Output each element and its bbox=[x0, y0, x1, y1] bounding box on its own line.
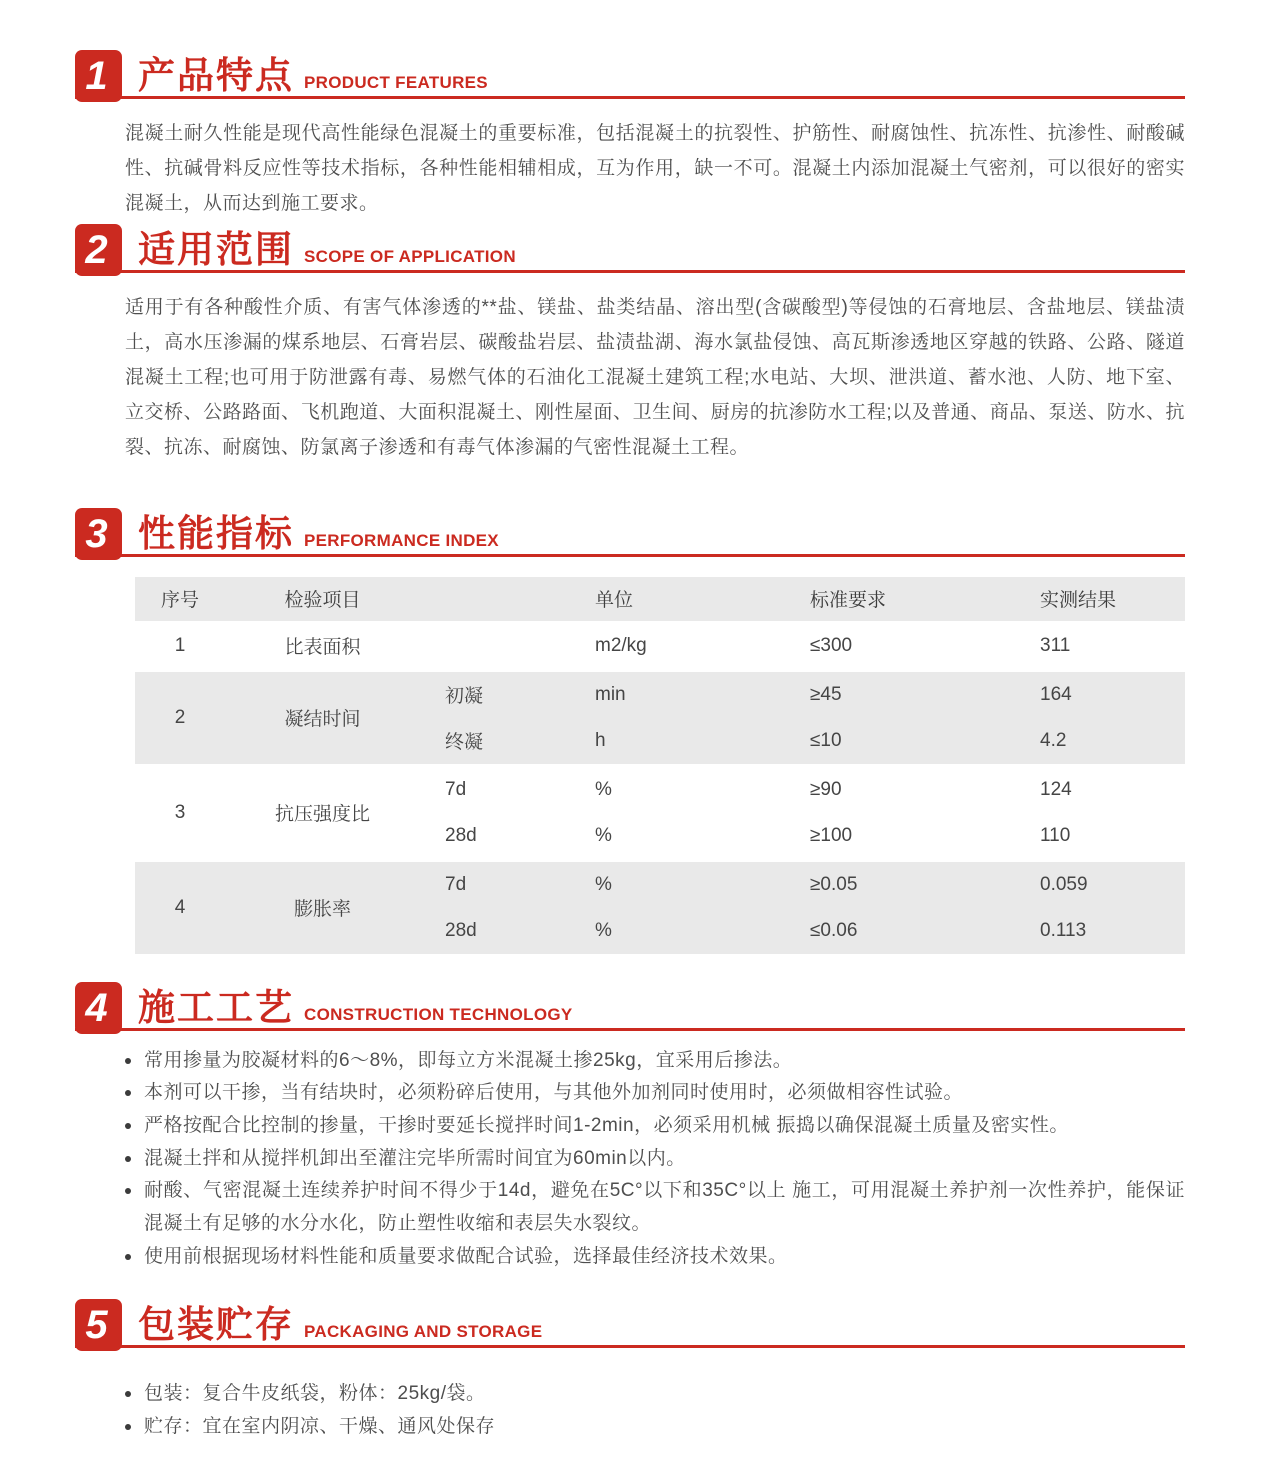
section-construction-technology bbox=[75, 982, 1185, 1274]
performance-table bbox=[135, 577, 1185, 954]
bullet-dot-icon bbox=[125, 1123, 131, 1129]
section-packaging-and-storage bbox=[75, 1299, 1185, 1443]
section-number-badge bbox=[75, 224, 122, 276]
section-number-badge bbox=[75, 508, 122, 560]
cell-result: 110 bbox=[1040, 824, 1071, 846]
bullet-dot-icon bbox=[125, 1254, 131, 1260]
cell-standard: ≤300 bbox=[810, 634, 853, 656]
bullet-item bbox=[125, 1110, 1185, 1143]
cell-unit: m2/kg bbox=[595, 634, 647, 656]
section-title-zh: 性能指标 bbox=[138, 512, 294, 554]
body-paragraph: 适用于有各种酸性介质、有害气体渗透的**盐、镁盐、盐类结晶、溶出型(含碳酸型)等侵蚀的石膏地层、含盐地层、镁盐渍土，高水压渗漏的煤系地层、石膏岩层、碳酸盐岩层、盐渍盐湖、海水氯盐侵蚀、高瓦斯渗透地区穿越的铁路、公路、隧道混凝土工程;也可用于防泄露有毒、易燃气体的石油化工混凝土建筑工程;水电站、大坝、泄洪道、蓄水池、人防、地下室、立交桥、公路路面、飞机跑道、大面积混凝土、刚性屋面、卫生间、厨房的抗渗防水工程;以及普通、商品、泵送、防水、抗裂、抗冻、耐腐蚀、防氯离子渗透和有毒气体渗漏的气密性混凝土工程。 bbox=[125, 296, 1185, 458]
section-title-en: CONSTRUCTION TECHNOLOGY bbox=[304, 1004, 573, 1024]
cell-item: 膨胀率 bbox=[293, 899, 351, 921]
bullet-dot-icon bbox=[125, 1090, 131, 1096]
bullet-item bbox=[125, 1378, 1185, 1411]
section-number-badge bbox=[75, 50, 122, 102]
table-header-no: 序号 bbox=[160, 590, 199, 612]
section-title-en: PRODUCT FEATURES bbox=[304, 73, 488, 92]
cell-result: 164 bbox=[1040, 683, 1072, 705]
table-header-standard: 标准要求 bbox=[810, 590, 887, 612]
cell-result: 0.059 bbox=[1040, 873, 1088, 895]
cell-no: 2 bbox=[174, 706, 186, 728]
section-header bbox=[75, 224, 1185, 273]
bullet-text: 常用掺量为胶凝材料的6～8%，即每立方米混凝土掺25kg，宜采用后掺法。 bbox=[144, 1049, 793, 1071]
section-header bbox=[75, 50, 1185, 99]
section-title-en: PACKAGING AND STORAGE bbox=[304, 1322, 543, 1342]
bullet-list bbox=[125, 1045, 1185, 1274]
bullet-text: 本剂可以干掺，当有结块时，必须粉碎后使用，与其他外加剂同时使用时，必须做相容性试验。 bbox=[144, 1082, 964, 1104]
cell-standard: ≥0.05 bbox=[810, 873, 858, 895]
bullet-item bbox=[125, 1143, 1185, 1176]
section-number: 1 bbox=[85, 54, 108, 98]
cell-no: 4 bbox=[174, 896, 186, 918]
section-title-en: SCOPE OF APPLICATION bbox=[304, 246, 516, 266]
section-header bbox=[75, 508, 1185, 557]
section-number: 5 bbox=[85, 1303, 108, 1348]
cell-sub: 初凝 bbox=[445, 686, 484, 708]
bullet-text: 包装：复合牛皮纸袋，粉体：25kg/袋。 bbox=[144, 1383, 486, 1405]
section-product-features bbox=[75, 50, 1185, 222]
bullet-dot-icon bbox=[125, 1156, 131, 1162]
cell-sub: 7d bbox=[445, 873, 467, 895]
cell-unit: min bbox=[595, 683, 626, 705]
cell-sub: 28d bbox=[445, 824, 477, 846]
bullet-text: 混凝土拌和从搅拌机卸出至灌注完毕所需时间宜为60min以内。 bbox=[144, 1147, 686, 1169]
cell-unit: % bbox=[595, 919, 612, 941]
bullet-item bbox=[125, 1241, 1185, 1274]
bullet-list bbox=[125, 1378, 1185, 1443]
cell-sub: 终凝 bbox=[445, 732, 484, 754]
section-title-en: PERFORMANCE INDEX bbox=[304, 530, 499, 550]
cell-unit: % bbox=[595, 778, 612, 800]
bullet-dot-icon bbox=[125, 1424, 131, 1430]
cell-unit: % bbox=[595, 873, 612, 895]
section-number: 3 bbox=[85, 511, 108, 556]
cell-result: 4.2 bbox=[1040, 729, 1067, 751]
cell-unit: % bbox=[595, 824, 612, 846]
section-title-zh: 包装贮存 bbox=[138, 1304, 294, 1346]
cell-standard: ≤0.06 bbox=[810, 919, 858, 941]
section-number: 4 bbox=[85, 985, 108, 1030]
cell-result: 124 bbox=[1040, 778, 1072, 800]
bullet-item bbox=[125, 1045, 1185, 1078]
bullet-item bbox=[125, 1175, 1185, 1240]
section-title-zh: 施工工艺 bbox=[138, 986, 294, 1028]
section-title-zh: 产品特点 bbox=[138, 55, 294, 96]
section-number-badge bbox=[75, 982, 122, 1034]
section-number: 2 bbox=[85, 227, 108, 272]
table-header-item: 检验项目 bbox=[284, 590, 361, 612]
cell-result: 311 bbox=[1040, 634, 1071, 656]
cell-no: 3 bbox=[174, 801, 186, 823]
cell-standard: ≥100 bbox=[810, 824, 853, 846]
table-header-result: 实测结果 bbox=[1040, 590, 1117, 612]
bullet-dot-icon bbox=[125, 1391, 131, 1397]
cell-no: 1 bbox=[174, 634, 186, 656]
cell-standard: ≥90 bbox=[810, 778, 842, 800]
bullet-item bbox=[125, 1411, 1185, 1444]
bullet-item bbox=[125, 1077, 1185, 1110]
bullet-dot-icon bbox=[125, 1188, 131, 1194]
cell-unit: h bbox=[595, 729, 606, 751]
cell-sub: 7d bbox=[445, 778, 467, 800]
cell-item: 抗压强度比 bbox=[274, 804, 370, 826]
cell-standard: ≤10 bbox=[810, 729, 842, 751]
table-row bbox=[135, 623, 1185, 669]
bullet-text: 使用前根据现场材料性能和质量要求做配合试验，选择最佳经济技术效果。 bbox=[144, 1245, 788, 1267]
cell-result: 0.113 bbox=[1040, 919, 1087, 941]
table-header-row bbox=[135, 577, 1185, 621]
section-header bbox=[75, 1299, 1185, 1348]
bullet-text: 贮存：宜在室内阴凉、干燥、通风处保存 bbox=[144, 1416, 496, 1437]
cell-sub: 28d bbox=[445, 919, 477, 941]
cell-item: 比表面积 bbox=[284, 637, 361, 659]
section-scope-of-application bbox=[75, 224, 1185, 466]
table-row bbox=[135, 672, 1185, 764]
section-header bbox=[75, 982, 1185, 1031]
bullet-text: 严格按配合比控制的掺量，干掺时要延长搅拌时间1-2min，必须采用机械 振捣以确保混凝土质量及密实性。 bbox=[144, 1114, 1069, 1136]
table-header-unit: 单位 bbox=[595, 590, 634, 612]
body-paragraph: 混凝土耐久性能是现代高性能绿色混凝土的重要标准，包括混凝土的抗裂性、护筋性、耐腐蚀性、抗冻性、抗渗性、耐酸碱性、抗碱骨料反应性等技术指标，各种性能相辅相成，互为作用，缺一不可。混凝土内添加混凝土气密剂，可以很好的密实混凝土，从而达到施工要求。 bbox=[125, 123, 1185, 214]
bullet-dot-icon bbox=[125, 1058, 131, 1064]
table-row bbox=[135, 767, 1185, 859]
section-performance-index bbox=[75, 508, 1185, 954]
cell-standard: ≥45 bbox=[810, 683, 842, 705]
table-row bbox=[135, 862, 1185, 954]
section-title-zh: 适用范围 bbox=[138, 228, 294, 270]
bullet-text: 耐酸、气密混凝土连续养护时间不得少于14d，避免在5C°以下和35C°以上 施工，可用混凝土养护剂一次性养护，能保证混凝土有足够的水分水化，防止塑性收缩和表层失水裂纹。 bbox=[144, 1180, 1185, 1234]
cell-item: 凝结时间 bbox=[284, 709, 361, 731]
section-number-badge bbox=[75, 1299, 122, 1351]
